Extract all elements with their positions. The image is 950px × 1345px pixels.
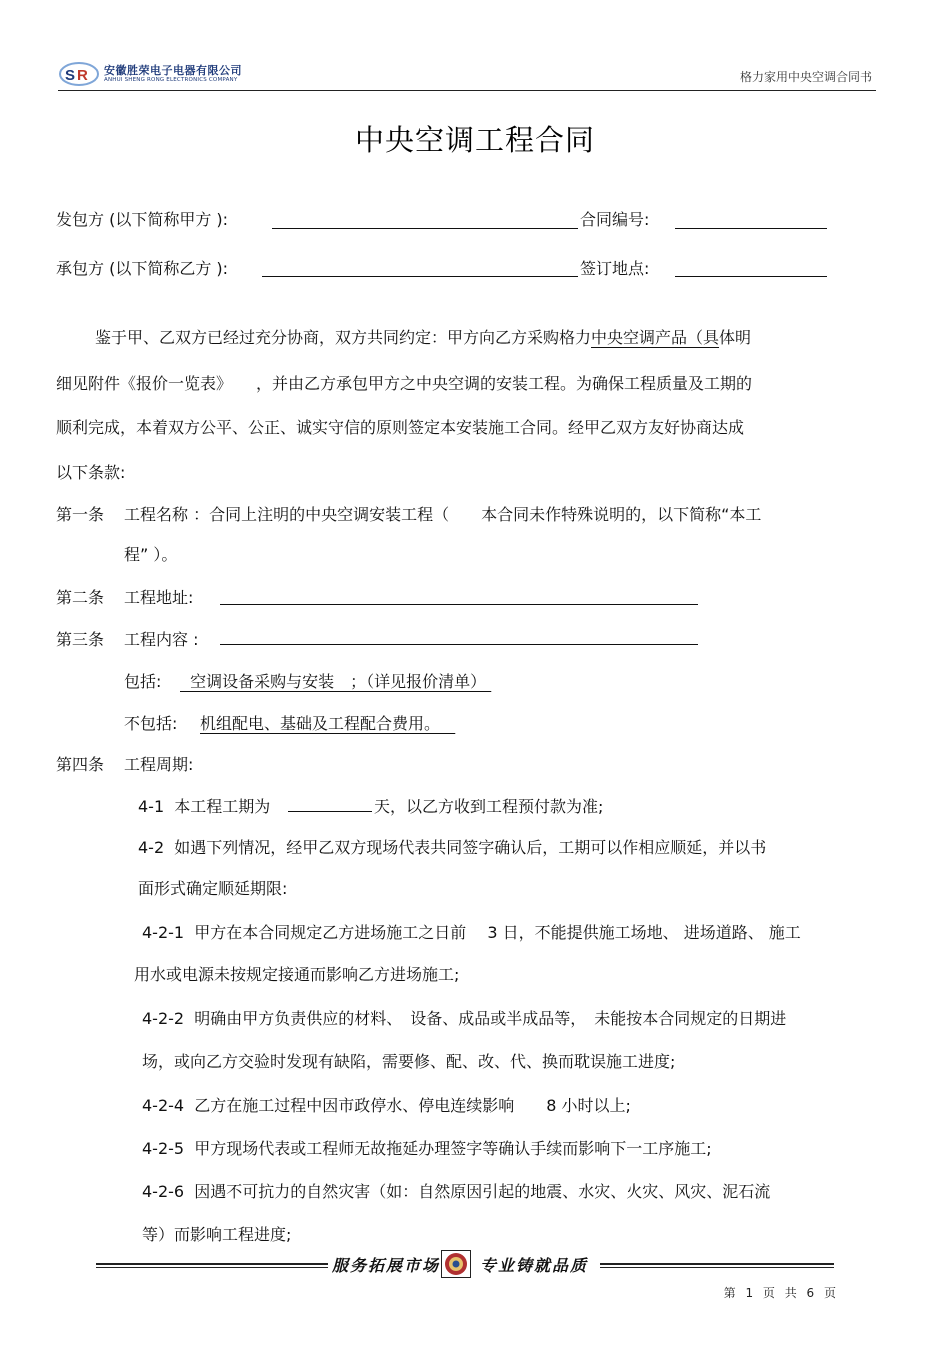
footer-slogan-band [96,1250,834,1278]
contract-no-blank[interactable] [675,228,827,229]
footer-slogan-left: 服务拓展市场 [332,1256,441,1275]
company-logo [58,58,242,90]
svg-text:S: S [65,67,76,84]
article-4-label: 第四条 [56,755,105,774]
clause-4-2-6-a: 4-2-6 因遇不可抗力的自然灾害（如：自然原因引起的地震、水灾、火灾、风灾、泥石流 [142,1182,771,1201]
logo-company-name-en: ANHUI SHENG RONG ELECTRONICS COMPANY [104,77,238,83]
footer-rule-left [96,1263,328,1265]
article-4-text: 工程周期: [124,755,194,774]
intro-line-4: 以下条款: [56,463,126,482]
sign-place-blank[interactable] [675,276,827,277]
article-1-text: 工程名称 ：合同上注明的中央空调安装工程（ 本合同未作特殊说明的，以下简称“本工 [124,505,762,524]
clause-4-1-b: 天，以乙方收到工程预付款为准; [374,797,604,816]
article-3-text: 工程内容 : [124,630,199,649]
page-title: 中央空调工程合同 [354,123,595,157]
clause-4-2-1-b: 用水或电源未按规定接通而影响乙方进场施工; [134,965,460,984]
intro-line-1-a: 鉴于甲、乙双方已经过充分协商，双方共同约定：甲方向乙方采购格力 [95,328,592,347]
party-a-blank[interactable] [272,228,578,229]
clause-4-1-a: 4-1 本工程工期为 [138,797,271,816]
footer-rule-right [600,1263,834,1265]
article-1-cont: 程” ）。 [124,545,178,564]
clause-4-2-b: 面形式确定顺延期限: [138,879,288,898]
intro-line-1 [95,325,751,348]
intro-product-link: 中央空调产品（具 [591,328,720,347]
footer-rule-right-thin [600,1267,834,1268]
include-value: 空调设备采购与安装 ；（详见报价清单） [180,672,492,691]
party-a-label: 发包方 (以下简称甲方 ): [56,210,229,229]
svg-text:R: R [77,67,88,84]
party-b-blank[interactable] [262,276,578,277]
intro-line-1-c: 体明 [719,328,752,347]
clause-4-2-a: 4-2 如遇下列情况，经甲乙双方现场代表共同签字确认后，工期可以作相应顺延，并以书 [138,838,767,857]
intro-line-2: 细见附件《报价一览表》 ，并由乙方承包甲方之中央空调的安装工程。为确保工程质量及工期的 [56,374,753,393]
clause-4-2-6-b: 等）而影响工程进度; [142,1225,292,1244]
sr-logo-icon [58,60,100,88]
article-2-label: 第二条 [56,588,105,607]
footer-rule-left-thin [96,1267,328,1268]
include-label: 包括: [124,672,162,691]
article-1-label: 第一条 [56,505,105,524]
project-address-blank[interactable] [220,604,698,605]
clause-4-2-5: 4-2-5 甲方现场代表或工程师无故拖延办理签字等确认手续而影响下一工序施工; [142,1139,712,1158]
party-b-label: 承包方 (以下简称乙方 ): [56,259,229,278]
clause-4-2-4: 4-2-4 乙方在施工过程中因市政停水、停电连续影响 8 小时以上; [142,1096,631,1115]
logo-company-name: 安徽胜荣电子电器有限公司 [104,64,242,77]
intro-line-3: 顺利完成，本着双方公平、公正、诚实守信的原则签定本安装施工合同。经甲乙双方友好协商达成 [56,418,745,437]
article-2-text: 工程地址: [124,588,194,607]
exclude-label: 不包括: [124,714,178,733]
sign-place-label: 签订地点: [580,259,650,278]
contract-no-label: 合同编号: [580,210,650,229]
project-content-blank[interactable] [220,644,698,645]
article-3-label: 第三条 [56,630,105,649]
header-doc-title: 格力家用中央空调合同书 [739,70,872,84]
duration-days-blank[interactable] [288,811,372,812]
clause-4-2-2-b: 场，或向乙方交验时发现有缺陷，需要修、配、改、代、换而耽误施工进度; [142,1052,676,1071]
footer-slogan-right: 专业铸就品质 [480,1256,589,1275]
clause-4-2-2-a: 4-2-2 明确由甲方负责供应的材料、 设备、成品或半成品等， 未能按本合同规定的日期进 [142,1009,787,1028]
exclude-value: 机组配电、基础及工程配合费用。 [200,714,456,733]
clause-4-2-1-a: 4-2-1 甲方在本合同规定乙方进场施工之日前 3 日，不能提供施工场地、 进场道路、 施工 [142,923,801,942]
header-divider [58,90,876,91]
emblem-icon [441,1250,471,1278]
page-number: 第 1 页 共 6 页 [723,1286,836,1300]
